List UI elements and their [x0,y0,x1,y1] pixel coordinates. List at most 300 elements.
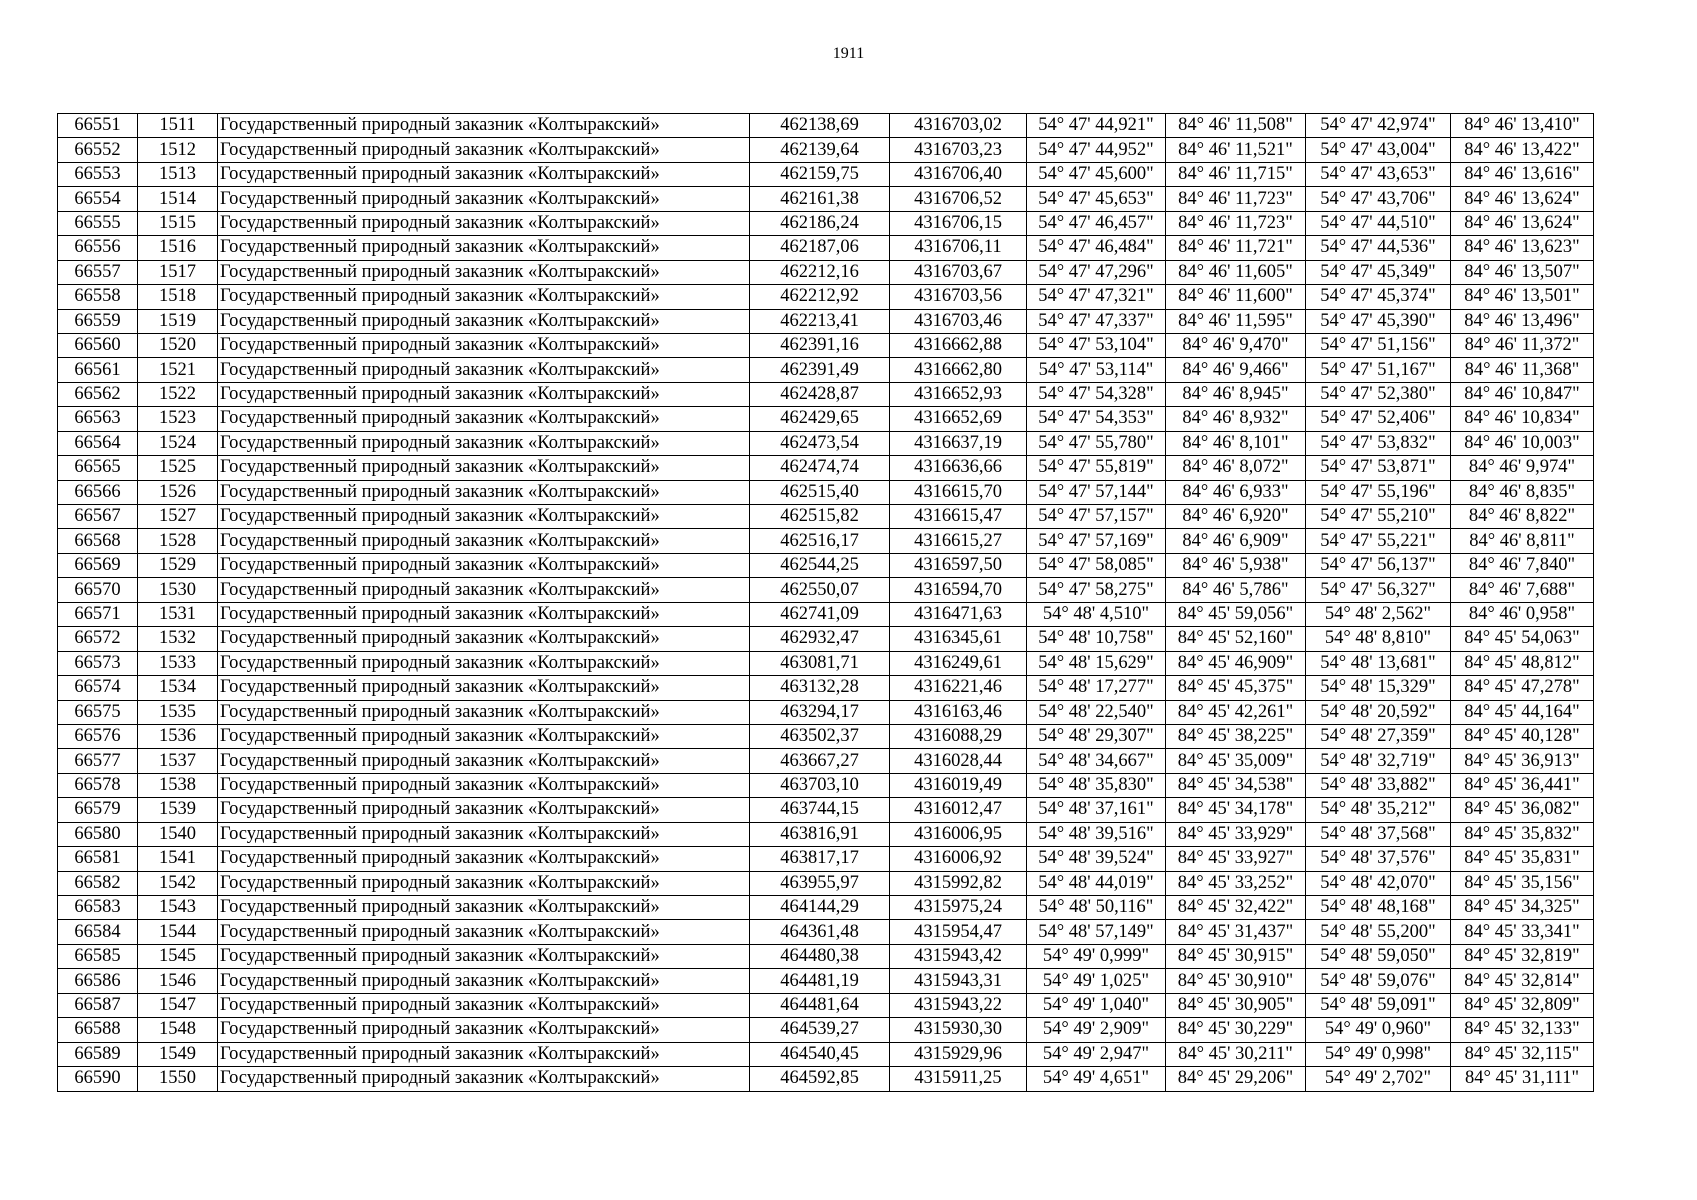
point-number-cell: 1521 [138,358,218,382]
latitude-1-cell: 54° 48' 29,307" [1027,724,1166,748]
y-coordinate-cell: 4315930,30 [890,1018,1027,1042]
table-row [58,602,1594,626]
x-coordinate-cell: 464481,19 [750,969,890,993]
table-row [58,114,1594,138]
record-number-cell: 66561 [58,358,138,382]
object-name-cell: Государственный природный заказник «Колтыракский» [218,431,750,455]
latitude-2-cell: 54° 48' 59,076" [1306,969,1451,993]
latitude-1-cell: 54° 48' 15,629" [1027,651,1166,675]
object-name-cell: Государственный природный заказник «Колтыракский» [218,1067,750,1091]
point-number-cell: 1543 [138,896,218,920]
record-number-cell: 66552 [58,138,138,162]
point-number-cell: 1528 [138,529,218,553]
record-number-cell: 66578 [58,773,138,797]
x-coordinate-cell: 462515,82 [750,505,890,529]
longitude-2-cell: 84° 46' 11,372" [1451,333,1594,357]
record-number-cell: 66559 [58,309,138,333]
x-coordinate-cell: 464361,48 [750,920,890,944]
latitude-2-cell: 54° 48' 42,070" [1306,871,1451,895]
y-coordinate-cell: 4316652,93 [890,382,1027,406]
longitude-1-cell: 84° 46' 11,521" [1166,138,1306,162]
record-number-cell: 66574 [58,676,138,700]
latitude-2-cell: 54° 48' 35,212" [1306,798,1451,822]
object-name-cell: Государственный природный заказник «Колтыракский» [218,847,750,871]
longitude-2-cell: 84° 45' 36,913" [1451,749,1594,773]
table-row [58,871,1594,895]
latitude-2-cell: 54° 48' 13,681" [1306,651,1451,675]
x-coordinate-cell: 462428,87 [750,382,890,406]
record-number-cell: 66571 [58,602,138,626]
x-coordinate-cell: 462139,64 [750,138,890,162]
table-row [58,358,1594,382]
y-coordinate-cell: 4316652,69 [890,407,1027,431]
latitude-1-cell: 54° 49' 2,947" [1027,1042,1166,1066]
record-number-cell: 66577 [58,749,138,773]
point-number-cell: 1524 [138,431,218,455]
longitude-2-cell: 84° 46' 13,422" [1451,138,1594,162]
record-number-cell: 66564 [58,431,138,455]
x-coordinate-cell: 462212,16 [750,260,890,284]
record-number-cell: 66553 [58,162,138,186]
object-name-cell: Государственный природный заказник «Колтыракский» [218,993,750,1017]
table-row [58,920,1594,944]
y-coordinate-cell: 4316637,19 [890,431,1027,455]
y-coordinate-cell: 4316594,70 [890,578,1027,602]
point-number-cell: 1548 [138,1018,218,1042]
longitude-1-cell: 84° 46' 8,072" [1166,456,1306,480]
x-coordinate-cell: 463703,10 [750,773,890,797]
table-row [58,407,1594,431]
longitude-1-cell: 84° 46' 11,715" [1166,162,1306,186]
y-coordinate-cell: 4316615,47 [890,505,1027,529]
latitude-2-cell: 54° 47' 43,706" [1306,187,1451,211]
latitude-2-cell: 54° 47' 45,390" [1306,309,1451,333]
object-name-cell: Государственный природный заказник «Колтыракский» [218,627,750,651]
record-number-cell: 66573 [58,651,138,675]
object-name-cell: Государственный природный заказник «Колтыракский» [218,724,750,748]
object-name-cell: Государственный природный заказник «Колтыракский» [218,211,750,235]
latitude-1-cell: 54° 47' 46,484" [1027,236,1166,260]
table-body [58,114,1594,1092]
longitude-2-cell: 84° 46' 8,811" [1451,529,1594,553]
y-coordinate-cell: 4316249,61 [890,651,1027,675]
object-name-cell: Государственный природный заказник «Колтыракский» [218,382,750,406]
y-coordinate-cell: 4316662,80 [890,358,1027,382]
longitude-2-cell: 84° 46' 13,624" [1451,187,1594,211]
point-number-cell: 1545 [138,944,218,968]
object-name-cell: Государственный природный заказник «Колтыракский» [218,505,750,529]
point-number-cell: 1541 [138,847,218,871]
y-coordinate-cell: 4316662,88 [890,333,1027,357]
point-number-cell: 1511 [138,114,218,138]
longitude-1-cell: 84° 45' 30,915" [1166,944,1306,968]
longitude-2-cell: 84° 45' 36,441" [1451,773,1594,797]
table-row [58,944,1594,968]
table-row [58,505,1594,529]
x-coordinate-cell: 463955,97 [750,871,890,895]
point-number-cell: 1532 [138,627,218,651]
x-coordinate-cell: 462212,92 [750,285,890,309]
latitude-1-cell: 54° 48' 34,667" [1027,749,1166,773]
latitude-2-cell: 54° 48' 33,882" [1306,773,1451,797]
point-number-cell: 1527 [138,505,218,529]
x-coordinate-cell: 462391,16 [750,333,890,357]
latitude-2-cell: 54° 48' 32,719" [1306,749,1451,773]
longitude-2-cell: 84° 45' 44,164" [1451,700,1594,724]
x-coordinate-cell: 463816,91 [750,822,890,846]
object-name-cell: Государственный природный заказник «Колтыракский» [218,529,750,553]
y-coordinate-cell: 4316019,49 [890,773,1027,797]
longitude-1-cell: 84° 46' 8,945" [1166,382,1306,406]
latitude-1-cell: 54° 49' 0,999" [1027,944,1166,968]
latitude-1-cell: 54° 47' 54,328" [1027,382,1166,406]
object-name-cell: Государственный природный заказник «Колтыракский» [218,896,750,920]
latitude-1-cell: 54° 47' 53,114" [1027,358,1166,382]
latitude-1-cell: 54° 47' 44,952" [1027,138,1166,162]
object-name-cell: Государственный природный заказник «Колтыракский» [218,333,750,357]
table-row [58,431,1594,455]
longitude-2-cell: 84° 45' 32,115" [1451,1042,1594,1066]
latitude-2-cell: 54° 48' 37,568" [1306,822,1451,846]
object-name-cell: Государственный природный заказник «Колтыракский» [218,114,750,138]
point-number-cell: 1514 [138,187,218,211]
y-coordinate-cell: 4316706,11 [890,236,1027,260]
y-coordinate-cell: 4316706,52 [890,187,1027,211]
latitude-2-cell: 54° 48' 8,810" [1306,627,1451,651]
y-coordinate-cell: 4316615,70 [890,480,1027,504]
longitude-1-cell: 84° 46' 6,920" [1166,505,1306,529]
latitude-2-cell: 54° 47' 45,374" [1306,285,1451,309]
latitude-2-cell: 54° 47' 45,349" [1306,260,1451,284]
point-number-cell: 1533 [138,651,218,675]
point-number-cell: 1540 [138,822,218,846]
object-name-cell: Государственный природный заказник «Колтыракский» [218,798,750,822]
longitude-2-cell: 84° 46' 9,974" [1451,456,1594,480]
x-coordinate-cell: 462544,25 [750,553,890,577]
y-coordinate-cell: 4316221,46 [890,676,1027,700]
longitude-2-cell: 84° 45' 47,278" [1451,676,1594,700]
table-row [58,749,1594,773]
object-name-cell: Государственный природный заказник «Колтыракский» [218,578,750,602]
x-coordinate-cell: 464481,64 [750,993,890,1017]
longitude-2-cell: 84° 46' 10,834" [1451,407,1594,431]
longitude-2-cell: 84° 46' 13,410" [1451,114,1594,138]
longitude-1-cell: 84° 46' 8,932" [1166,407,1306,431]
latitude-2-cell: 54° 47' 55,210" [1306,505,1451,529]
record-number-cell: 66583 [58,896,138,920]
object-name-cell: Государственный природный заказник «Колтыракский» [218,944,750,968]
longitude-1-cell: 84° 46' 9,470" [1166,333,1306,357]
latitude-2-cell: 54° 47' 56,137" [1306,553,1451,577]
latitude-2-cell: 54° 47' 43,653" [1306,162,1451,186]
table-row [58,724,1594,748]
x-coordinate-cell: 462186,24 [750,211,890,235]
table-row [58,138,1594,162]
object-name-cell: Государственный природный заказник «Колтыракский» [218,260,750,284]
record-number-cell: 66589 [58,1042,138,1066]
record-number-cell: 66555 [58,211,138,235]
longitude-2-cell: 84° 45' 32,133" [1451,1018,1594,1042]
point-number-cell: 1531 [138,602,218,626]
table-row [58,309,1594,333]
object-name-cell: Государственный природный заказник «Колтыракский» [218,602,750,626]
longitude-2-cell: 84° 45' 31,111" [1451,1067,1594,1091]
latitude-1-cell: 54° 47' 53,104" [1027,333,1166,357]
point-number-cell: 1537 [138,749,218,773]
page-number: 1911 [832,45,865,62]
latitude-1-cell: 54° 48' 37,161" [1027,798,1166,822]
longitude-2-cell: 84° 46' 10,847" [1451,382,1594,406]
latitude-1-cell: 54° 48' 10,758" [1027,627,1166,651]
latitude-1-cell: 54° 48' 50,116" [1027,896,1166,920]
longitude-1-cell: 84° 46' 11,721" [1166,236,1306,260]
latitude-1-cell: 54° 48' 39,524" [1027,847,1166,871]
record-number-cell: 66566 [58,480,138,504]
point-number-cell: 1513 [138,162,218,186]
object-name-cell: Государственный природный заказник «Колтыракский» [218,138,750,162]
y-coordinate-cell: 4316615,27 [890,529,1027,553]
table-row [58,211,1594,235]
record-number-cell: 66565 [58,456,138,480]
record-number-cell: 66562 [58,382,138,406]
point-number-cell: 1547 [138,993,218,1017]
longitude-2-cell: 84° 46' 13,623" [1451,236,1594,260]
record-number-cell: 66584 [58,920,138,944]
latitude-1-cell: 54° 47' 58,275" [1027,578,1166,602]
y-coordinate-cell: 4316703,67 [890,260,1027,284]
y-coordinate-cell: 4316471,63 [890,602,1027,626]
point-number-cell: 1522 [138,382,218,406]
table-row [58,969,1594,993]
longitude-2-cell: 84° 46' 13,501" [1451,285,1594,309]
table-row [58,896,1594,920]
longitude-2-cell: 84° 45' 32,809" [1451,993,1594,1017]
table-row [58,1018,1594,1042]
table-row [58,187,1594,211]
table-row [58,236,1594,260]
record-number-cell: 66557 [58,260,138,284]
x-coordinate-cell: 462741,09 [750,602,890,626]
table-row [58,822,1594,846]
table-row [58,456,1594,480]
record-number-cell: 66558 [58,285,138,309]
latitude-2-cell: 54° 49' 0,960" [1306,1018,1451,1042]
latitude-2-cell: 54° 47' 55,221" [1306,529,1451,553]
latitude-2-cell: 54° 47' 44,536" [1306,236,1451,260]
point-number-cell: 1525 [138,456,218,480]
longitude-1-cell: 84° 45' 34,538" [1166,773,1306,797]
x-coordinate-cell: 462473,54 [750,431,890,455]
table-row [58,1067,1594,1091]
x-coordinate-cell: 463132,28 [750,676,890,700]
object-name-cell: Государственный природный заказник «Колтыракский» [218,822,750,846]
point-number-cell: 1516 [138,236,218,260]
latitude-1-cell: 54° 47' 55,819" [1027,456,1166,480]
x-coordinate-cell: 463502,37 [750,724,890,748]
point-number-cell: 1515 [138,211,218,235]
longitude-2-cell: 84° 46' 13,624" [1451,211,1594,235]
record-number-cell: 66582 [58,871,138,895]
latitude-2-cell: 54° 49' 2,702" [1306,1067,1451,1091]
latitude-1-cell: 54° 47' 55,780" [1027,431,1166,455]
latitude-1-cell: 54° 48' 4,510" [1027,602,1166,626]
y-coordinate-cell: 4315929,96 [890,1042,1027,1066]
point-number-cell: 1534 [138,676,218,700]
record-number-cell: 66575 [58,700,138,724]
latitude-1-cell: 54° 48' 57,149" [1027,920,1166,944]
object-name-cell: Государственный природный заказник «Колтыракский» [218,162,750,186]
longitude-2-cell: 84° 46' 7,688" [1451,578,1594,602]
latitude-2-cell: 54° 48' 27,359" [1306,724,1451,748]
longitude-2-cell: 84° 46' 13,496" [1451,309,1594,333]
latitude-1-cell: 54° 47' 45,600" [1027,162,1166,186]
record-number-cell: 66570 [58,578,138,602]
object-name-cell: Государственный природный заказник «Колтыракский» [218,236,750,260]
latitude-1-cell: 54° 47' 54,353" [1027,407,1166,431]
latitude-1-cell: 54° 47' 57,169" [1027,529,1166,553]
y-coordinate-cell: 4316088,29 [890,724,1027,748]
longitude-1-cell: 84° 46' 6,933" [1166,480,1306,504]
y-coordinate-cell: 4315954,47 [890,920,1027,944]
y-coordinate-cell: 4316703,02 [890,114,1027,138]
latitude-1-cell: 54° 47' 45,653" [1027,187,1166,211]
longitude-1-cell: 84° 45' 30,229" [1166,1018,1306,1042]
latitude-2-cell: 54° 47' 44,510" [1306,211,1451,235]
point-number-cell: 1530 [138,578,218,602]
point-number-cell: 1544 [138,920,218,944]
latitude-1-cell: 54° 48' 39,516" [1027,822,1166,846]
y-coordinate-cell: 4316028,44 [890,749,1027,773]
latitude-1-cell: 54° 48' 44,019" [1027,871,1166,895]
y-coordinate-cell: 4315943,22 [890,993,1027,1017]
x-coordinate-cell: 464480,38 [750,944,890,968]
latitude-1-cell: 54° 47' 47,321" [1027,285,1166,309]
point-number-cell: 1518 [138,285,218,309]
y-coordinate-cell: 4316012,47 [890,798,1027,822]
record-number-cell: 66567 [58,505,138,529]
record-number-cell: 66563 [58,407,138,431]
longitude-1-cell: 84° 45' 32,422" [1166,896,1306,920]
latitude-2-cell: 54° 47' 52,380" [1306,382,1451,406]
latitude-1-cell: 54° 47' 44,921" [1027,114,1166,138]
longitude-2-cell: 84° 45' 32,819" [1451,944,1594,968]
record-number-cell: 66579 [58,798,138,822]
longitude-2-cell: 84° 45' 32,814" [1451,969,1594,993]
latitude-1-cell: 54° 48' 35,830" [1027,773,1166,797]
longitude-1-cell: 84° 46' 11,605" [1166,260,1306,284]
record-number-cell: 66572 [58,627,138,651]
table-row [58,773,1594,797]
longitude-2-cell: 84° 45' 48,812" [1451,651,1594,675]
point-number-cell: 1546 [138,969,218,993]
object-name-cell: Государственный природный заказник «Колтыракский» [218,676,750,700]
longitude-1-cell: 84° 46' 11,600" [1166,285,1306,309]
object-name-cell: Государственный природный заказник «Колтыракский» [218,187,750,211]
latitude-1-cell: 54° 47' 58,085" [1027,553,1166,577]
point-number-cell: 1539 [138,798,218,822]
record-number-cell: 66556 [58,236,138,260]
longitude-1-cell: 84° 45' 33,252" [1166,871,1306,895]
record-number-cell: 66588 [58,1018,138,1042]
record-number-cell: 66581 [58,847,138,871]
latitude-2-cell: 54° 48' 2,562" [1306,602,1451,626]
latitude-1-cell: 54° 49' 4,651" [1027,1067,1166,1091]
longitude-2-cell: 84° 45' 34,325" [1451,896,1594,920]
longitude-2-cell: 84° 46' 0,958" [1451,602,1594,626]
x-coordinate-cell: 464539,27 [750,1018,890,1042]
latitude-2-cell: 54° 48' 15,329" [1306,676,1451,700]
longitude-1-cell: 84° 45' 34,178" [1166,798,1306,822]
x-coordinate-cell: 463081,71 [750,651,890,675]
x-coordinate-cell: 463667,27 [750,749,890,773]
x-coordinate-cell: 462429,65 [750,407,890,431]
longitude-2-cell: 84° 45' 35,831" [1451,847,1594,871]
object-name-cell: Государственный природный заказник «Колтыракский» [218,749,750,773]
object-name-cell: Государственный природный заказник «Колтыракский» [218,456,750,480]
longitude-1-cell: 84° 45' 42,261" [1166,700,1306,724]
record-number-cell: 66580 [58,822,138,846]
latitude-2-cell: 54° 47' 56,327" [1306,578,1451,602]
object-name-cell: Государственный природный заказник «Колтыракский» [218,553,750,577]
point-number-cell: 1529 [138,553,218,577]
table-row [58,700,1594,724]
longitude-2-cell: 84° 46' 7,840" [1451,553,1594,577]
longitude-1-cell: 84° 45' 31,437" [1166,920,1306,944]
record-number-cell: 66576 [58,724,138,748]
x-coordinate-cell: 463744,15 [750,798,890,822]
longitude-2-cell: 84° 46' 11,368" [1451,358,1594,382]
x-coordinate-cell: 462550,07 [750,578,890,602]
object-name-cell: Государственный природный заказник «Колтыракский» [218,358,750,382]
object-name-cell: Государственный природный заказник «Колтыракский» [218,773,750,797]
longitude-2-cell: 84° 45' 35,832" [1451,822,1594,846]
longitude-1-cell: 84° 46' 11,723" [1166,187,1306,211]
x-coordinate-cell: 462516,17 [750,529,890,553]
point-number-cell: 1519 [138,309,218,333]
y-coordinate-cell: 4316345,61 [890,627,1027,651]
table-row [58,676,1594,700]
longitude-1-cell: 84° 45' 59,056" [1166,602,1306,626]
record-number-cell: 66569 [58,553,138,577]
table-row [58,651,1594,675]
longitude-1-cell: 84° 46' 11,508" [1166,114,1306,138]
point-number-cell: 1535 [138,700,218,724]
y-coordinate-cell: 4316006,92 [890,847,1027,871]
table-row [58,798,1594,822]
y-coordinate-cell: 4316163,46 [890,700,1027,724]
x-coordinate-cell: 462474,74 [750,456,890,480]
latitude-1-cell: 54° 47' 47,296" [1027,260,1166,284]
longitude-1-cell: 84° 45' 38,225" [1166,724,1306,748]
longitude-2-cell: 84° 45' 35,156" [1451,871,1594,895]
y-coordinate-cell: 4316703,46 [890,309,1027,333]
x-coordinate-cell: 462138,69 [750,114,890,138]
x-coordinate-cell: 464144,29 [750,896,890,920]
x-coordinate-cell: 464592,85 [750,1067,890,1091]
latitude-2-cell: 54° 48' 59,050" [1306,944,1451,968]
y-coordinate-cell: 4315992,82 [890,871,1027,895]
longitude-2-cell: 84° 45' 40,128" [1451,724,1594,748]
longitude-1-cell: 84° 46' 11,723" [1166,211,1306,235]
longitude-2-cell: 84° 46' 8,835" [1451,480,1594,504]
x-coordinate-cell: 462187,06 [750,236,890,260]
longitude-1-cell: 84° 46' 11,595" [1166,309,1306,333]
object-name-cell: Государственный природный заказник «Колтыракский» [218,651,750,675]
point-number-cell: 1523 [138,407,218,431]
x-coordinate-cell: 462161,38 [750,187,890,211]
latitude-2-cell: 54° 47' 43,004" [1306,138,1451,162]
object-name-cell: Государственный природный заказник «Колтыракский» [218,920,750,944]
